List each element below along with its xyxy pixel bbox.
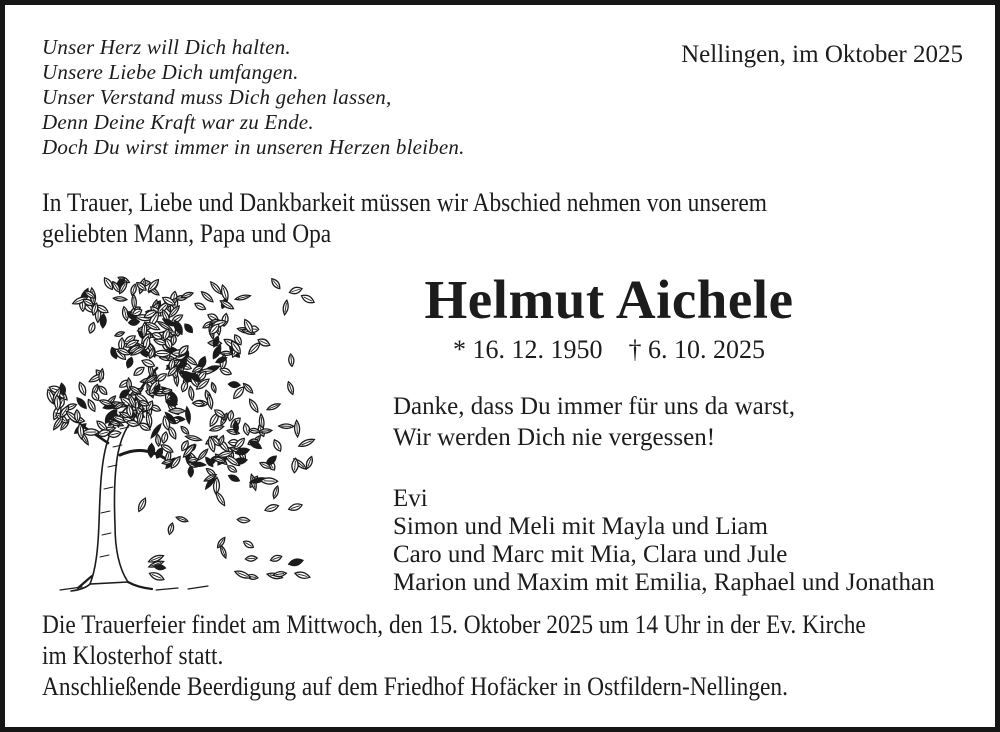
- memorial-poem: [42, 35, 465, 160]
- service-line: Anschließende Beerdigung auf dem Friedhof Hofäcker in Ostfildern-Nellingen.: [42, 672, 788, 701]
- mourner-line: Evi: [393, 485, 428, 512]
- intro-line: geliebten Mann, Papa und Opa: [42, 219, 332, 248]
- intro-paragraph: [42, 187, 848, 249]
- deceased-name: Helmut Aichele: [424, 269, 794, 330]
- service-line: im Klosterhof statt.: [42, 641, 224, 670]
- birth-date: * 16. 12. 1950: [453, 335, 603, 364]
- place-dateline: Nellingen, im Oktober 2025: [681, 41, 963, 68]
- tribute-line: Wir werden Dich nie vergessen!: [393, 424, 716, 451]
- life-dates: [393, 335, 825, 365]
- mourner-line: Marion und Maxim mit Emilia, Raphael und Jonathan: [393, 569, 935, 596]
- mourners-list: [393, 485, 968, 597]
- service-information: [42, 609, 957, 702]
- service-line: Die Trauerfeier findet am Mittwoch, den 15. Oktober 2025 um 14 Uhr in der Ev. Kirche: [42, 610, 866, 639]
- death-date: † 6. 10. 2025: [628, 335, 765, 364]
- mourner-line: Caro und Marc mit Mia, Clara und Jule: [393, 541, 788, 568]
- tribute-line: Danke, dass Du immer für uns da warst,: [393, 393, 795, 420]
- windblown-tree-illustration: [38, 257, 348, 609]
- poem-line: Unser Verstand muss Dich gehen lassen,: [42, 85, 392, 109]
- poem-line: Denn Deine Kraft war zu Ende.: [42, 110, 314, 134]
- mourner-line: Simon und Meli mit Mayla und Liam: [393, 513, 768, 540]
- tribute-text: [393, 391, 968, 453]
- poem-line: Doch Du wirst immer in unseren Herzen bleiben.: [42, 135, 465, 159]
- poem-line: Unsere Liebe Dich umfangen.: [42, 60, 299, 84]
- announcement-column: [393, 271, 968, 597]
- intro-line: In Trauer, Liebe und Dankbarkeit müssen wir Abschied nehmen von unserem: [42, 188, 767, 217]
- poem-line: Unser Herz will Dich halten.: [42, 35, 291, 59]
